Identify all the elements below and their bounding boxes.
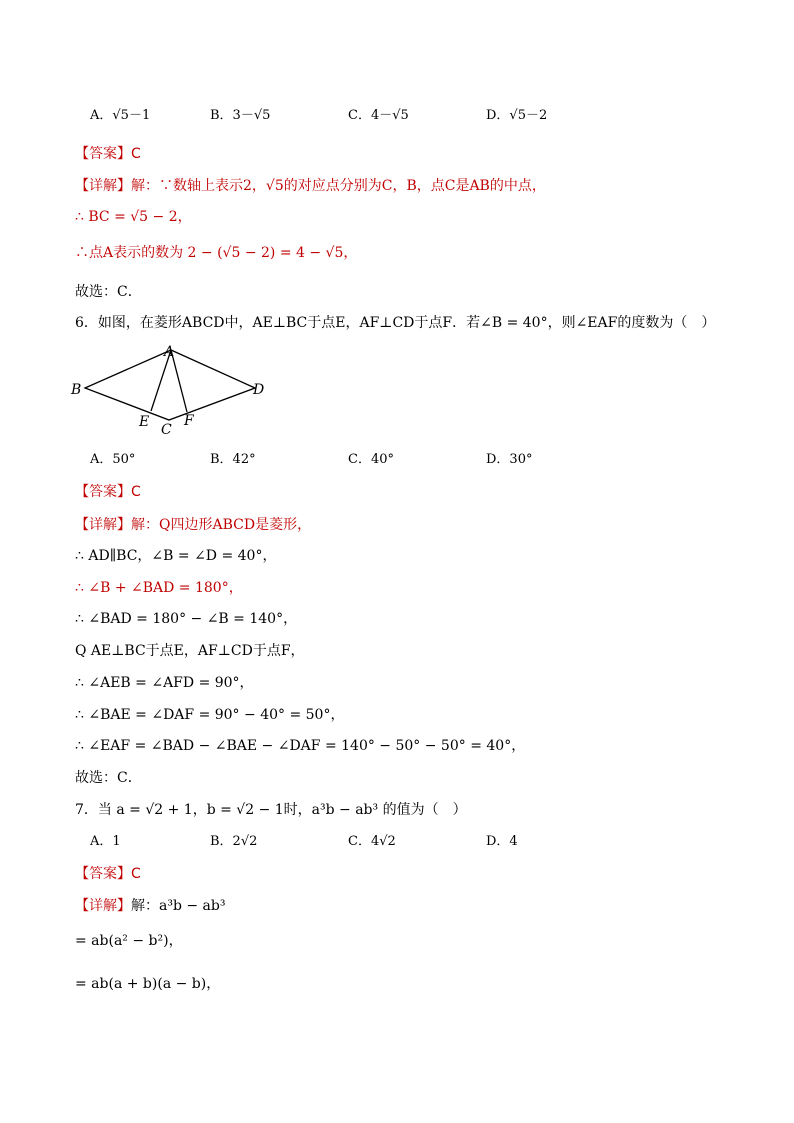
q6-option-b: B．42° (210, 452, 256, 467)
q5-answer (75, 145, 141, 163)
q6-question: 6．如图，在菱形ABCD中，AE⊥BC于点E，AF⊥CD于点F．若∠B = 40°，则∠EAF的度数为（ ） (75, 315, 716, 331)
q7-option-c: C．4√2 (348, 834, 396, 849)
q6-detail-line-7: ∴ ∠BAE = ∠DAF = 90° − 40° = 50°， (75, 707, 345, 723)
q6-option-a: A．50° (90, 452, 136, 467)
q6-detail-line-8: ∴ ∠EAF = ∠BAD − ∠BAE − ∠DAF = 140° − 50° − 50° = 40°， (75, 738, 526, 754)
q6-detail-line-1 (75, 516, 311, 534)
detail-text: 解：Q四边形ABCD是菱形， (131, 517, 312, 533)
detail-label: 【详解】 (75, 517, 131, 533)
q6-detail-line-5: Q AE⊥BC于点E，AF⊥CD于点F， (75, 643, 305, 659)
label-f: F (184, 413, 194, 429)
label-b: B (71, 382, 82, 398)
answer-value: C (131, 146, 141, 162)
detail-label: 【详解】 (75, 178, 131, 194)
q5-detail-line-2: ∴ BC = √5 − 2， (75, 209, 192, 225)
label-d: D (253, 382, 265, 398)
label-c: C (161, 422, 172, 437)
q5-detail-line-3: ∴点A表示的数为 2 − (√5 − 2) = 4 − √5， (75, 245, 358, 261)
q7-detail-line-1 (75, 897, 225, 915)
q7-option-a: A．1 (90, 834, 121, 849)
q5-conclusion: 故选：C． (75, 284, 142, 300)
rhombus-figure (65, 342, 275, 437)
label-a: A (164, 344, 175, 360)
answer-label: 【答案】 (75, 484, 131, 500)
q5-detail-line-1 (75, 177, 546, 195)
q6-option-d: D．30° (486, 452, 533, 467)
detail-label: 【详解】 (75, 898, 131, 914)
q5-option-a: A．√5－1 (90, 108, 151, 123)
q7-detail-line-3: = ab(a + b)(a − b)， (75, 976, 221, 992)
answer-value: C (131, 484, 141, 500)
q7-detail-line-2: = ab(a² − b²)， (75, 933, 183, 949)
q6-detail-line-2: ∴ AD∥BC，∠B = ∠D = 40°， (75, 548, 277, 564)
q5-option-d: D．√5－2 (486, 108, 548, 123)
q7-question: 7．当 a = √2 + 1，b = √2 − 1时，a³b − ab³ 的值为（ ） (75, 802, 467, 818)
q6-detail-line-4: ∴ ∠BAD = 180° − ∠B = 140°， (75, 611, 298, 627)
detail-text: 解：∵数轴上表示2，√5的对应点分别为C，B，点C是AB的中点， (131, 178, 546, 194)
q7-answer (75, 865, 141, 883)
answer-label: 【答案】 (75, 146, 131, 162)
q6-answer (75, 483, 141, 501)
q6-conclusion: 故选：C． (75, 770, 142, 786)
q6-detail-line-6: ∴ ∠AEB = ∠AFD = 90°， (75, 675, 254, 691)
answer-value: C (131, 866, 141, 882)
q7-option-b: B．2√2 (210, 834, 258, 849)
q5-option-b: B．3－√5 (210, 108, 271, 123)
answer-label: 【答案】 (75, 866, 131, 882)
q6-detail-line-3: ∴ ∠B + ∠BAD = 180°， (75, 580, 243, 596)
q7-option-d: D．4 (486, 834, 518, 849)
q5-option-c: C．4－√5 (348, 108, 409, 123)
q6-option-c: C．40° (348, 452, 394, 467)
rhombus-outline (85, 350, 255, 420)
label-e: E (139, 414, 150, 430)
detail-text: 解：a³b − ab³ (131, 898, 226, 914)
